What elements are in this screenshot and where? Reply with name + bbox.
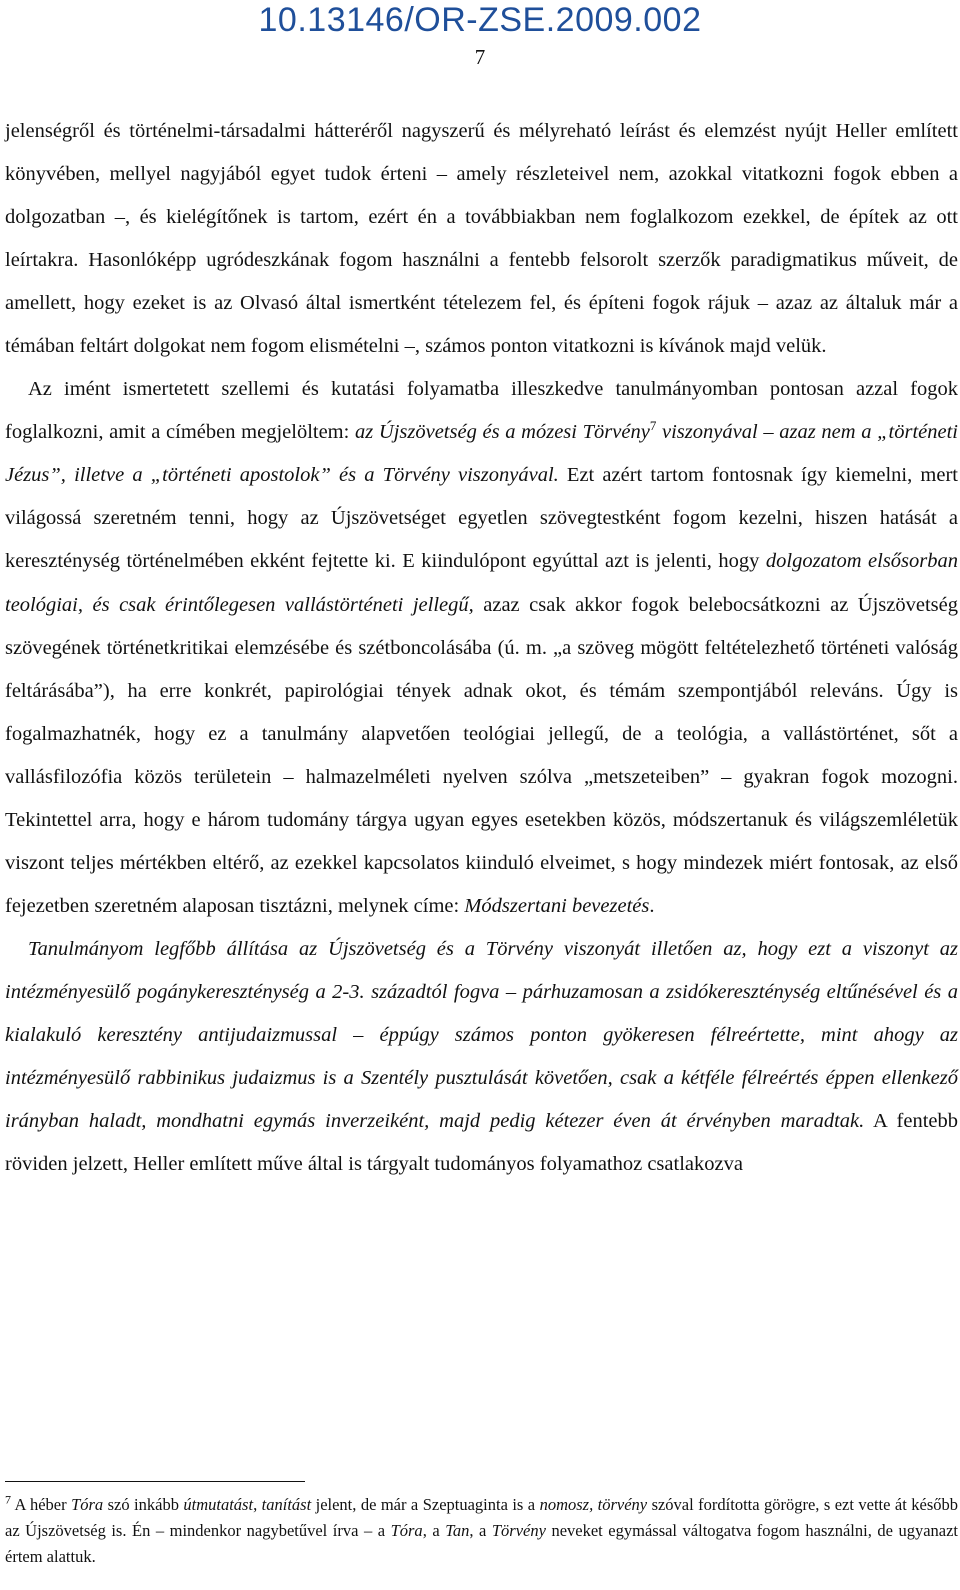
text-run: , — [253, 1495, 262, 1514]
italic-run: nomosz, törvény — [539, 1495, 648, 1514]
paragraph-2 — [5, 368, 958, 928]
italic-run: tanítást — [261, 1495, 312, 1514]
italic-run: Tóra — [390, 1521, 423, 1540]
text-run: Ezt azért tartom fontosnak így kiemelni, mert világossá szeretném tenni, hogy az Újszövetséget egyetlen szövegtestként fogom kezelni, hiszen hatását a kereszténység történelmében ekként fejtette ki. E kiindulópont egyúttal azt is jelenti, hogy — [5, 464, 958, 573]
main-thesis-statement: Tanulmányom legfőbb állítása az Újszövetség és a Törvény viszonyát illetően az, hogy ezt a viszonyt az intézményesülő pogánykereszténység a 2-3. századtól fogva – párhuzamosan a zsidókereszténység eltűnésével és a kialakuló keresztény antijudaizmussal – éppúgy számos ponton gyökeresen félreértette, mint ahogy az intézményesülő rabbinikus judaizmus is a Szentély pusztulását követően, csak a kétféle félreértés éppen ellenkező irányban haladt, mondhatni egymás inverzeiként, majd pedig kétezer éven át érvényben maradtak. — [5, 937, 958, 1133]
document-body — [5, 110, 958, 1186]
italic-run: dolgozatom elsősorban teológiai, és csak érintőlegesen vallástörténeti jellegű, — [5, 550, 959, 616]
italic-run: Tan — [445, 1521, 470, 1540]
text-run: A héber — [11, 1495, 72, 1514]
text-run: . — [649, 894, 655, 917]
footnote-separator — [5, 1481, 305, 1482]
paragraph-1 — [5, 110, 958, 368]
chapter-title-reference: Módszertani bevezetés — [464, 894, 650, 917]
text-run: jelent, de már a Szeptuaginta is a — [311, 1495, 540, 1514]
text-run: azaz csak akkor fogok belebocsátkozni az Újszövetség szövegének történetkritikai elemzésébe és szétboncolásába (ú. m. „a szöveg mögött feltételezhető történeti valóság feltárásába”), ha erre konkrét, papirológiai tények adnak okot, és témám szempontjából releváns. Úgy is fogalmazhatnék, hogy ez a tanulmány alapvetően teológiai jellegű, de a teológia, a vallástörténet, sőt a vallásfilozófia közös területein – halmazelméleti nyelven szólva „metszeteiben” – gyakran fogok mozogni. Tekintettel arra, hogy e három tudomány tárgya ugyan egyes esetekben közös, módszertanuk és világszemléletük viszont teljes mértékben eltérő, az ezekkel kapcsolatos kiinduló elveimet, s hogy mindezek miért fontosak, az első fejezetben szeretném alaposan tisztázni, melynek címe: — [5, 593, 959, 917]
italic-run: Törvény — [491, 1521, 546, 1540]
page-number: 7 — [474, 45, 486, 69]
italic-run: útmutatást — [183, 1495, 254, 1514]
footnote-ref-7[interactable]: 7 — [649, 418, 657, 434]
text-run: , a — [469, 1521, 492, 1540]
text-run: neveket egymással váltogatva fogom használni, de ugyanazt értem alattuk. — [5, 1521, 958, 1566]
footnote-7 — [5, 1492, 958, 1570]
footnote-number: 7 — [5, 1492, 11, 1507]
text-run: Az imént ismertetett szellemi és kutatási folyamatba illeszkedve tanulmányomban pontosan azzal fogok foglalkozni, amit a címében megjelöltem: — [5, 378, 958, 444]
doi-header: 10.13146/OR-ZSE.2009.002 — [258, 1, 702, 39]
text-run: A fentebb röviden jelzett, Heller említett műve által is tárgyalt tudományos folyamathoz csatlakozva — [5, 1110, 959, 1176]
italic-run: az Újszövetség és a mózesi Törvény — [355, 421, 650, 444]
text-run: jelenségről és történelmi-társadalmi hátteréről nagyszerű és mélyreható leírást és elemzést nyújt Heller említett könyvében, mellyel nagyjából egyet tudok érteni – amely részleteivel nem, azokkal vitatkozni fogok ebben a dolgozatban –, és kielégítőnek is tartom, ezért én a továbbiakban nem foglalkozom ezekkel, de építek az ott leírtakra. Hasonlóképp ugródeszkának fogom használni a fentebb felsorolt szerzők paradigmatikus műveit, de amellett, hogy ezeket is az Olvasó által ismertként tételezem fel, és építeni fogok rájuk – azaz az általuk már a témában feltárt dolgokat nem fogom elismételni –, számos ponton vitatkozni is kívánok majd velük. — [5, 120, 958, 358]
italic-run: viszonyával – azaz nem a „történeti Jézus”, illetve a „történeti apostolok” és a Törvény viszonyával. — [5, 421, 958, 487]
italic-run: Tóra — [71, 1495, 104, 1514]
text-run: szóval fordította görögre, s ezt vette át később az Újszövetség is. Én – mindenkor nagybetűvel írva – a — [5, 1495, 958, 1540]
paragraph-3 — [5, 928, 958, 1186]
text-run: szó inkább — [103, 1495, 184, 1514]
text-run: , a — [422, 1521, 446, 1540]
